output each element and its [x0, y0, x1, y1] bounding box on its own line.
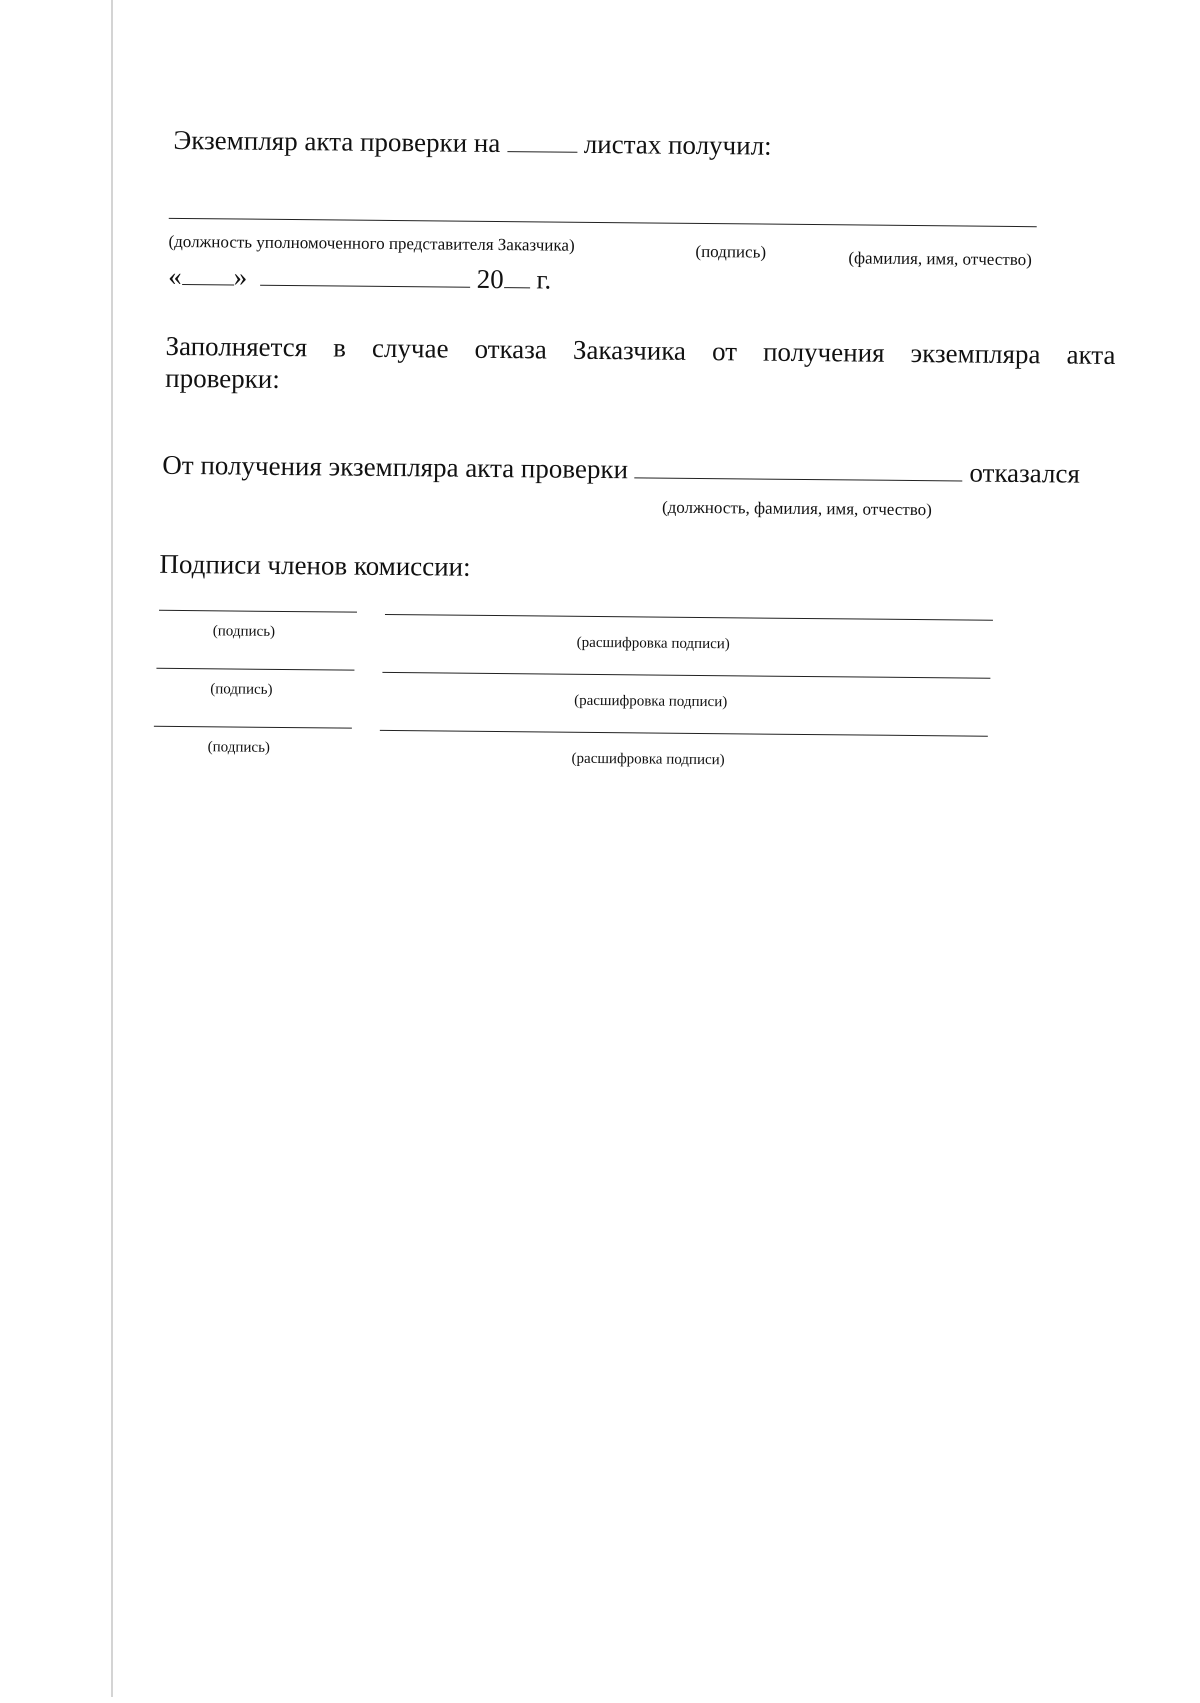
date-close-quote: » [233, 261, 248, 292]
decoding-line[interactable] [380, 730, 988, 737]
refusal-note-word: Заказчика [572, 334, 687, 366]
refusal-note-word: от [711, 336, 738, 367]
receiver-line[interactable] [169, 218, 1037, 227]
refusal-person-field[interactable] [635, 453, 963, 481]
refusal-note-paragraph [165, 330, 1116, 403]
date-year-prefix: 20 [476, 263, 504, 295]
refusal-note-word: Заполняется [165, 330, 308, 363]
refusal-note-word: в [333, 332, 347, 363]
refusal-note-word: случае [371, 332, 449, 364]
refusal-note-word: получения [762, 336, 885, 368]
sheets-count-field[interactable] [507, 127, 577, 153]
refusal-note-word: акта [1066, 339, 1116, 370]
receipt-prefix: Экземпляр акта проверки на [173, 124, 501, 159]
refusal-line [162, 449, 1080, 490]
decoding-caption: (расшифровка подписи) [571, 750, 725, 769]
signature-caption: (подпись) [207, 739, 271, 756]
caption-signature: (подпись) [695, 241, 767, 262]
signature-line[interactable] [156, 668, 354, 671]
caption-fullname: (фамилия, имя, отчество) [848, 248, 1032, 270]
refusal-caption: (должность, фамилия, имя, отчество) [661, 497, 932, 520]
receipt-line [173, 124, 771, 162]
date-year-field[interactable] [504, 263, 530, 288]
decoding-line[interactable] [382, 672, 990, 679]
refusal-suffix: отказался [969, 457, 1081, 489]
caption-position: (должность уполномоченного представителя Заказчика) [168, 231, 575, 255]
signature-caption: (подпись) [212, 623, 276, 640]
signature-caption: (подпись) [210, 681, 273, 698]
refusal-note-word: экземпляра [910, 337, 1041, 370]
refusal-note-continuation: проверки: [165, 362, 280, 394]
date-open-quote: « [168, 260, 182, 291]
signature-line[interactable] [159, 610, 357, 613]
refusal-note-word: отказа [474, 333, 548, 365]
decoding-caption: (расшифровка подписи) [574, 692, 728, 711]
date-line [168, 260, 551, 296]
commission-title: Подписи членов комиссии: [159, 548, 471, 582]
signature-line[interactable] [154, 726, 352, 729]
decoding-caption: (расшифровка подписи) [576, 634, 730, 653]
date-day-field[interactable] [182, 260, 234, 285]
date-month-field[interactable] [260, 261, 470, 288]
decoding-line[interactable] [385, 614, 993, 621]
refusal-prefix: От получения экземпляра акта проверки [162, 449, 629, 485]
receipt-suffix: листах получил: [583, 128, 772, 161]
date-year-suffix: г. [536, 264, 552, 295]
